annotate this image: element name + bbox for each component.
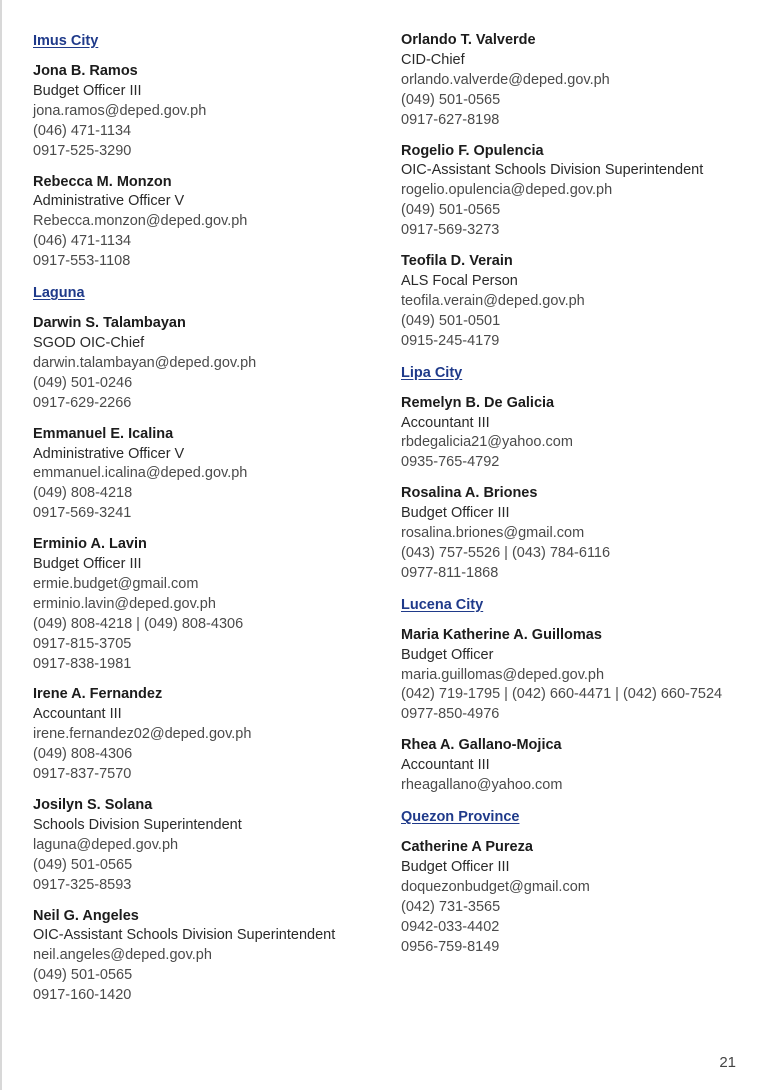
contact-email: rbdegalicia21@yahoo.com bbox=[401, 434, 573, 451]
contact-name: Rogelio F. Opulencia bbox=[401, 142, 544, 159]
contact-phone: (043) 757-5526 | (043) 784-6116 bbox=[401, 544, 611, 561]
contact-phone: 0977-811-1868 bbox=[401, 564, 499, 581]
contact-card bbox=[401, 838, 751, 957]
contact-name: Orlando T. Valverde bbox=[401, 32, 536, 48]
contact-name: Teofila D. Verain bbox=[401, 253, 513, 270]
contact-position: CID-Chief bbox=[401, 51, 465, 68]
contact-phone: 0917-627-8198 bbox=[401, 111, 500, 128]
contact-name: Maria Katherine A. Guillomas bbox=[401, 626, 602, 643]
contact-phone: 0917-525-3290 bbox=[33, 142, 132, 159]
contact-card bbox=[33, 62, 383, 162]
contact-phone: (042) 731-3565 bbox=[401, 898, 501, 915]
contact-phone: (049) 501-0246 bbox=[33, 374, 133, 391]
contact-card bbox=[401, 626, 751, 726]
contact-email: darwin.talambayan@deped.gov.ph bbox=[33, 354, 257, 371]
left-column bbox=[33, 31, 383, 1017]
contact-card bbox=[401, 736, 751, 796]
contact-position: Administrative Officer V bbox=[33, 193, 185, 210]
section-heading-lipa-city: Lipa City bbox=[401, 364, 463, 381]
contact-position: Budget Officer III bbox=[401, 858, 510, 875]
contact-position: Accountant III bbox=[33, 706, 122, 723]
contact-phone: 0917-160-1420 bbox=[33, 987, 132, 1004]
contact-position: Accountant III bbox=[401, 414, 490, 431]
contact-email: irene.fernandez02@deped.gov.ph bbox=[33, 726, 252, 743]
contact-card bbox=[33, 535, 383, 674]
contact-position: OIC-Assistant Schools Division Superintendent bbox=[401, 162, 704, 179]
contact-name: Rebecca M. Monzon bbox=[33, 173, 172, 190]
contact-email: rogelio.opulencia@deped.gov.ph bbox=[401, 182, 613, 199]
contact-name: Rhea A. Gallano-Mojica bbox=[401, 737, 562, 754]
right-column bbox=[401, 31, 751, 968]
contact-phone: 0935-765-4792 bbox=[401, 454, 500, 471]
contact-position: Budget Officer III bbox=[33, 556, 142, 573]
section-heading-quezon-province: Quezon Province bbox=[401, 809, 520, 825]
contact-phone: (049) 808-4306 bbox=[33, 746, 133, 763]
contact-phone: (049) 808-4218 | (049) 808-4306 bbox=[33, 615, 244, 632]
contact-email: doquezonbudget@gmail.com bbox=[401, 878, 590, 895]
contact-card bbox=[33, 796, 383, 896]
contact-email: jona.ramos@deped.gov.ph bbox=[33, 102, 207, 119]
contact-card bbox=[33, 907, 383, 1007]
contact-position: Accountant III bbox=[401, 757, 490, 774]
contact-phone: 0917-837-7570 bbox=[33, 766, 132, 783]
contact-phone: (046) 471-1134 bbox=[33, 233, 132, 250]
contact-name: Jona B. Ramos bbox=[33, 63, 138, 79]
contact-email: maria.guillomas@deped.gov.ph bbox=[401, 666, 605, 683]
contact-card bbox=[33, 173, 383, 273]
contact-name: Darwin S. Talambayan bbox=[33, 315, 186, 332]
contact-name: Erminio A. Lavin bbox=[33, 536, 147, 553]
contact-position: ALS Focal Person bbox=[401, 272, 518, 289]
contact-phone: 0942-033-4402 bbox=[401, 918, 500, 935]
contact-phone: 0917-838-1981 bbox=[33, 655, 132, 672]
contact-email: rheagallano@yahoo.com bbox=[401, 777, 563, 794]
contact-phone: 0917-553-1108 bbox=[33, 253, 131, 270]
contact-card bbox=[33, 425, 383, 525]
contact-phone: (049) 501-0565 bbox=[33, 856, 133, 873]
contact-email: teofila.verain@deped.gov.ph bbox=[401, 292, 585, 309]
contact-position: OIC-Assistant Schools Division Superintendent bbox=[33, 927, 336, 944]
contact-email: neil.angeles@deped.gov.ph bbox=[33, 947, 212, 964]
contact-email: erminio.lavin@deped.gov.ph bbox=[33, 595, 216, 612]
contact-phone: 0917-815-3705 bbox=[33, 635, 132, 652]
contact-position: Schools Division Superintendent bbox=[33, 816, 242, 833]
contact-name: Neil G. Angeles bbox=[33, 907, 139, 924]
contact-name: Irene A. Fernandez bbox=[33, 686, 163, 703]
contact-position: Budget Officer bbox=[401, 646, 494, 663]
contact-phone: 0956-759-8149 bbox=[401, 938, 500, 955]
contact-email: emmanuel.icalina@deped.gov.ph bbox=[33, 465, 248, 482]
contact-phone: (049) 501-0565 bbox=[401, 91, 501, 108]
contact-name: Josilyn S. Solana bbox=[33, 797, 153, 813]
contact-phone: (046) 471-1134 bbox=[33, 122, 132, 139]
contact-card bbox=[401, 142, 751, 242]
contact-phone: (049) 501-0501 bbox=[401, 312, 501, 329]
contact-card bbox=[33, 314, 383, 414]
page-edge-rule bbox=[0, 0, 2, 1090]
contact-card bbox=[401, 484, 751, 584]
page-number: 21 bbox=[719, 1054, 736, 1071]
contact-phone: 0915-245-4179 bbox=[401, 332, 500, 349]
contact-position: Budget Officer III bbox=[401, 505, 510, 522]
contact-phone: (042) 719-1795 | (042) 660-4471 | (042) 660-7524 bbox=[401, 686, 723, 703]
contact-card bbox=[33, 685, 383, 785]
contact-card bbox=[401, 252, 751, 352]
contact-name: Catherine A Pureza bbox=[401, 839, 533, 855]
contact-name: Remelyn B. De Galicia bbox=[401, 394, 555, 411]
contact-phone: 0917-569-3241 bbox=[33, 505, 132, 522]
contact-card bbox=[401, 394, 751, 474]
contact-email: laguna@deped.gov.ph bbox=[33, 836, 179, 853]
contact-email: rosalina.briones@gmail.com bbox=[401, 525, 585, 542]
contact-phone: 0977-850-4976 bbox=[401, 706, 500, 723]
contact-position: Administrative Officer V bbox=[33, 445, 185, 462]
contact-position: Budget Officer III bbox=[33, 82, 142, 99]
section-heading-imus-city: Imus City bbox=[33, 33, 99, 49]
contact-name: Emmanuel E. Icalina bbox=[33, 425, 174, 442]
contact-email: Rebecca.monzon@deped.gov.ph bbox=[33, 213, 248, 230]
contact-card bbox=[401, 31, 751, 131]
contact-phone: 0917-629-2266 bbox=[33, 394, 132, 411]
contact-phone: 0917-569-3273 bbox=[401, 222, 500, 239]
contact-email: ermie.budget@gmail.com bbox=[33, 575, 199, 592]
section-heading-laguna: Laguna bbox=[33, 285, 85, 302]
contact-phone: (049) 501-0565 bbox=[33, 967, 133, 984]
contact-position: SGOD OIC-Chief bbox=[33, 334, 145, 351]
contact-email: orlando.valverde@deped.gov.ph bbox=[401, 71, 610, 88]
contact-name: Rosalina A. Briones bbox=[401, 485, 538, 502]
section-heading-lucena-city: Lucena City bbox=[401, 596, 484, 613]
contact-phone: (049) 501-0565 bbox=[401, 202, 501, 219]
contact-phone: (049) 808-4218 bbox=[33, 485, 133, 502]
contact-phone: 0917-325-8593 bbox=[33, 876, 132, 893]
